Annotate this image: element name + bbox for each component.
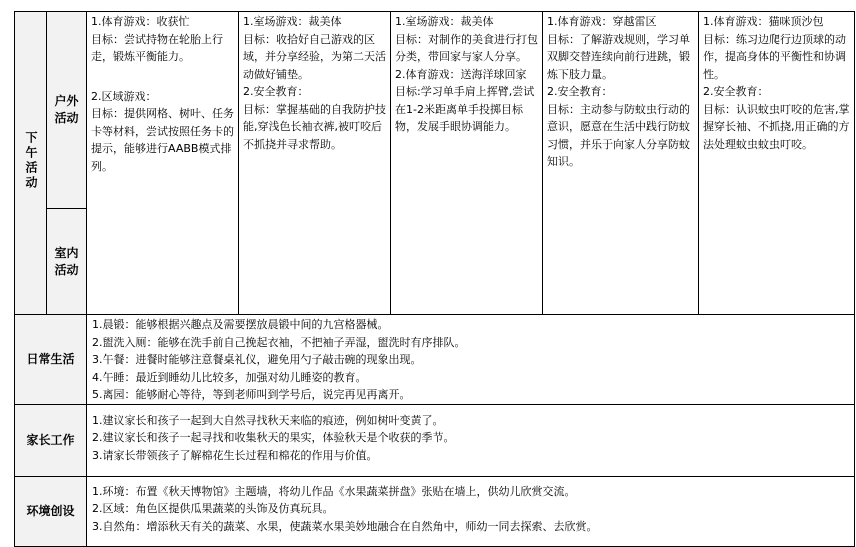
indoor-label: 室内活动 bbox=[54, 245, 79, 277]
indoor-label-cell bbox=[47, 209, 87, 315]
day4-outdoor-title: 1.体育游戏：穿越雷区 bbox=[547, 15, 657, 28]
parents-item-1: 1.建议家长和孩子一起到大自然寻找秋天来临的痕迹，例如树叶变黄了。 bbox=[92, 413, 444, 427]
day2-indoor-title: 2.安全教育： bbox=[243, 85, 309, 98]
daily-life-label: 日常生活 bbox=[15, 315, 87, 405]
environment-content bbox=[87, 476, 855, 546]
day1-outdoor-title: 1.体育游戏：收获忙 bbox=[91, 15, 190, 28]
afternoon-day-2 bbox=[239, 12, 391, 315]
environment-item-1: 1.环境：布置《秋天博物馆》主题墙，将幼儿作品《水果蔬菜拼盘》张贴在墙上，供幼儿欣赏交流。 bbox=[92, 484, 576, 498]
day5-indoor-title: 2.安全教育： bbox=[703, 85, 769, 98]
daily-life-item-4: 4.午睡：最近到睡幼儿比较多，加强对幼儿睡姿的教育。 bbox=[92, 370, 367, 384]
day5-outdoor-goal: 目标：练习边爬行边顶球的动作，提高身体的平衡性和协调性。 bbox=[703, 32, 846, 81]
day2-outdoor-title: 1.室场游戏：裁美体 bbox=[243, 15, 342, 28]
environment-item-3: 3.自然角：增添秋天有关的蔬菜、水果，使蔬菜水果美妙地融合在自然角中，师幼一同去探索、去欣赏。 bbox=[92, 519, 598, 533]
parents-item-2: 2.建议家长和孩子一起寻找和收集秋天的果实，体验秋天是个收获的季节。 bbox=[92, 431, 455, 444]
day3-indoor-goal: 目标:学习单手肩上挥臂,尝试在1-2米距离单手投掷目标物，发展手眼协调能力。 bbox=[395, 85, 535, 133]
day5-indoor-goal: 目标：认识蚊虫叮咬的危害,掌握穿长袖、不抓挠,用正确的方法处理蚊虫蚊虫叮咬。 bbox=[703, 102, 850, 151]
day4-indoor-goal: 目标：主动参与防蚊虫行动的意识，愿意在生活中践行防蚊习惯，并乐于向家人分享防蚊知识。 bbox=[547, 102, 690, 168]
parents-item-3: 3.请家长带领孩子了解棉花生长过程和棉花的作用与价值。 bbox=[92, 448, 378, 462]
day1-indoor-goal: 目标：提供网格、树叶、任务卡等材料，尝试按照任务卡的提示，能够进行AABB模式排列。 bbox=[91, 107, 234, 173]
day5-outdoor-title: 1.体育游戏：猫咪顶沙包 bbox=[703, 15, 824, 28]
outdoor-label-cell bbox=[47, 12, 87, 209]
day4-outdoor-goal: 目标：了解游戏规则，学习单双脚交替连续向前行进跳，锻炼下肢力量。 bbox=[547, 32, 690, 81]
afternoon-label-cell bbox=[15, 12, 47, 315]
daily-life-item-5: 5.离园：能够耐心等待，等到老师叫到学号后，说完再见再离开。 bbox=[92, 388, 411, 401]
afternoon-day-3 bbox=[391, 12, 543, 315]
parents-label: 家长工作 bbox=[15, 404, 87, 476]
afternoon-day-4 bbox=[543, 12, 699, 315]
outdoor-label: 户外活动 bbox=[54, 94, 79, 125]
day2-indoor-goal: 目标：掌握基础的自我防护技能,穿浅色长袖衣裤,被叮咬后不抓挠并寻求帮助。 bbox=[243, 102, 386, 151]
day3-outdoor-title: 1.室场游戏：裁美体 bbox=[395, 15, 494, 28]
day1-outdoor-goal: 目标：尝试持物在轮胎上行走，锻炼平衡能力。 bbox=[91, 32, 223, 63]
afternoon-label: 下午活动 bbox=[24, 131, 38, 191]
daily-life-item-3: 3.午餐：进餐时能够注意餐桌礼仪，避免用勺子敲击碗的现象出现。 bbox=[92, 353, 422, 366]
afternoon-day-1 bbox=[87, 12, 239, 315]
day3-indoor-title: 2.体育游戏：送海洋球回家 bbox=[395, 67, 527, 81]
day3-outdoor-goal: 目标：对制作的美食进行打包分类，带回家与家人分享。 bbox=[395, 32, 538, 63]
environment-item-2: 2.区域：角色区提供瓜果蔬菜的头饰及仿真玩具。 bbox=[92, 502, 334, 515]
daily-life-item-1: 1.晨锻：能够根据兴趣点及需要摆放晨锻中间的九宫格器械。 bbox=[92, 318, 389, 331]
day4-indoor-title: 2.安全教育： bbox=[547, 85, 613, 98]
weekly-plan-table bbox=[14, 11, 855, 547]
day2-outdoor-goal: 目标：收拾好自己游戏的区域，并分享经验，为第二天活动做好铺垫。 bbox=[243, 32, 386, 81]
daily-life-content bbox=[87, 315, 855, 405]
environment-label: 环境创设 bbox=[15, 476, 87, 546]
parents-content bbox=[87, 404, 855, 476]
daily-life-item-2: 2.盥洗入厕：能够在洗手前自己挽起衣袖，不把袖子弄湿，盥洗时有序排队。 bbox=[92, 335, 466, 349]
afternoon-day-5 bbox=[699, 12, 855, 315]
day1-indoor-title: 2.区域游戏： bbox=[91, 89, 157, 103]
